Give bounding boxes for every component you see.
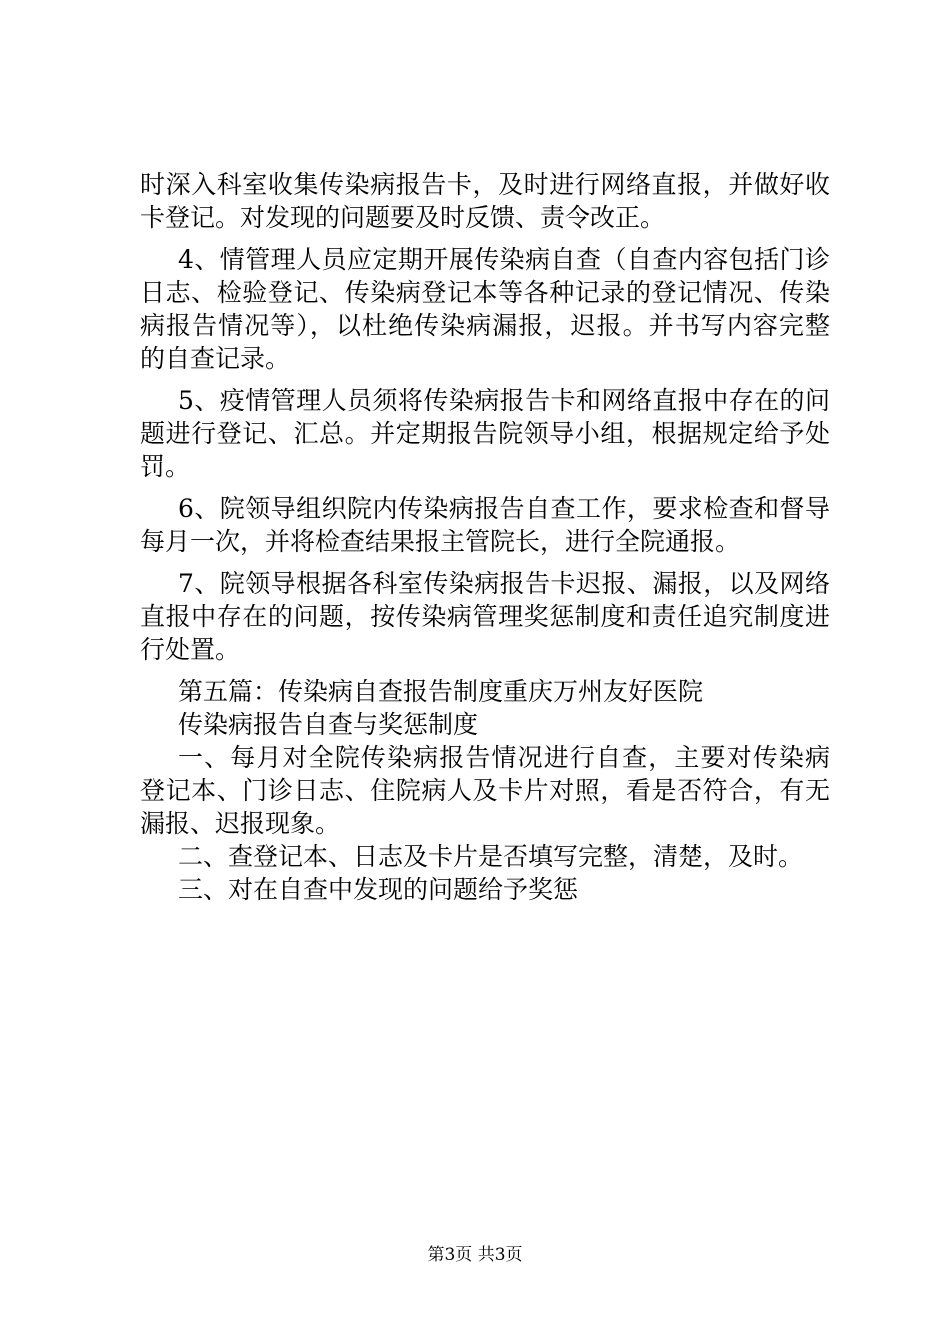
document-body	[140, 168, 830, 906]
text-line: 病报告情况等），以杜绝传染病漏报，迟报。并书写内容完整	[140, 311, 830, 340]
text-line: 每月一次，并将检查结果报主管院长，进行全院通报。	[140, 527, 741, 556]
paragraph-first-line: 4、情管理人员应定期开展传染病自查（自查内容包括门诊	[178, 245, 830, 274]
page-number-footer: 第3页 共3页	[427, 1245, 523, 1265]
text-line: 卡登记。对发现的问题要及时反馈、责令改正。	[140, 203, 666, 232]
paragraph-first-line: 二、查登记本、日志及卡片是否填写完整，清楚，及时。	[178, 842, 804, 871]
paragraph-first-line: 6、院领导组织院内传染病报告自查工作，要求检查和督导	[178, 494, 830, 523]
section-heading: 第五篇：传染病自查报告制度重庆万州友好医院	[178, 677, 704, 706]
text-line: 的自查记录。	[140, 344, 291, 373]
text-line: 漏报、迟报现象。	[140, 809, 341, 838]
text-line: 登记本、门诊日志、住院病人及卡片对照，看是否符合，有无	[140, 776, 830, 805]
text-line: 时深入科室收集传染病报告卡，及时进行网络直报，并做好收	[140, 170, 830, 199]
paragraph-first-line: 5、疫情管理人员须将传染病报告卡和网络直报中存在的问	[178, 386, 830, 415]
paragraph-first-line: 7、院领导根据各科室传染病报告卡迟报、漏报，以及网络	[178, 569, 830, 598]
paragraph-first-line: 一、每月对全院传染病报告情况进行自查，主要对传染病	[178, 743, 830, 772]
text-line: 直报中存在的问题，按传染病管理奖惩制度和责任追究制度进	[140, 602, 830, 631]
text-line: 题进行登记、汇总。并定期报告院领导小组，根据规定给予处	[140, 419, 830, 448]
paragraph-first-line: 三、对在自查中发现的问题给予奖惩	[178, 875, 579, 904]
text-line: 罚。	[140, 452, 191, 481]
section-subtitle: 传染病报告自查与奖惩制度	[178, 710, 479, 739]
text-line: 行处置。	[140, 635, 241, 664]
text-line: 日志、检验登记、传染病登记本等各种记录的登记情况、传染	[140, 278, 830, 307]
